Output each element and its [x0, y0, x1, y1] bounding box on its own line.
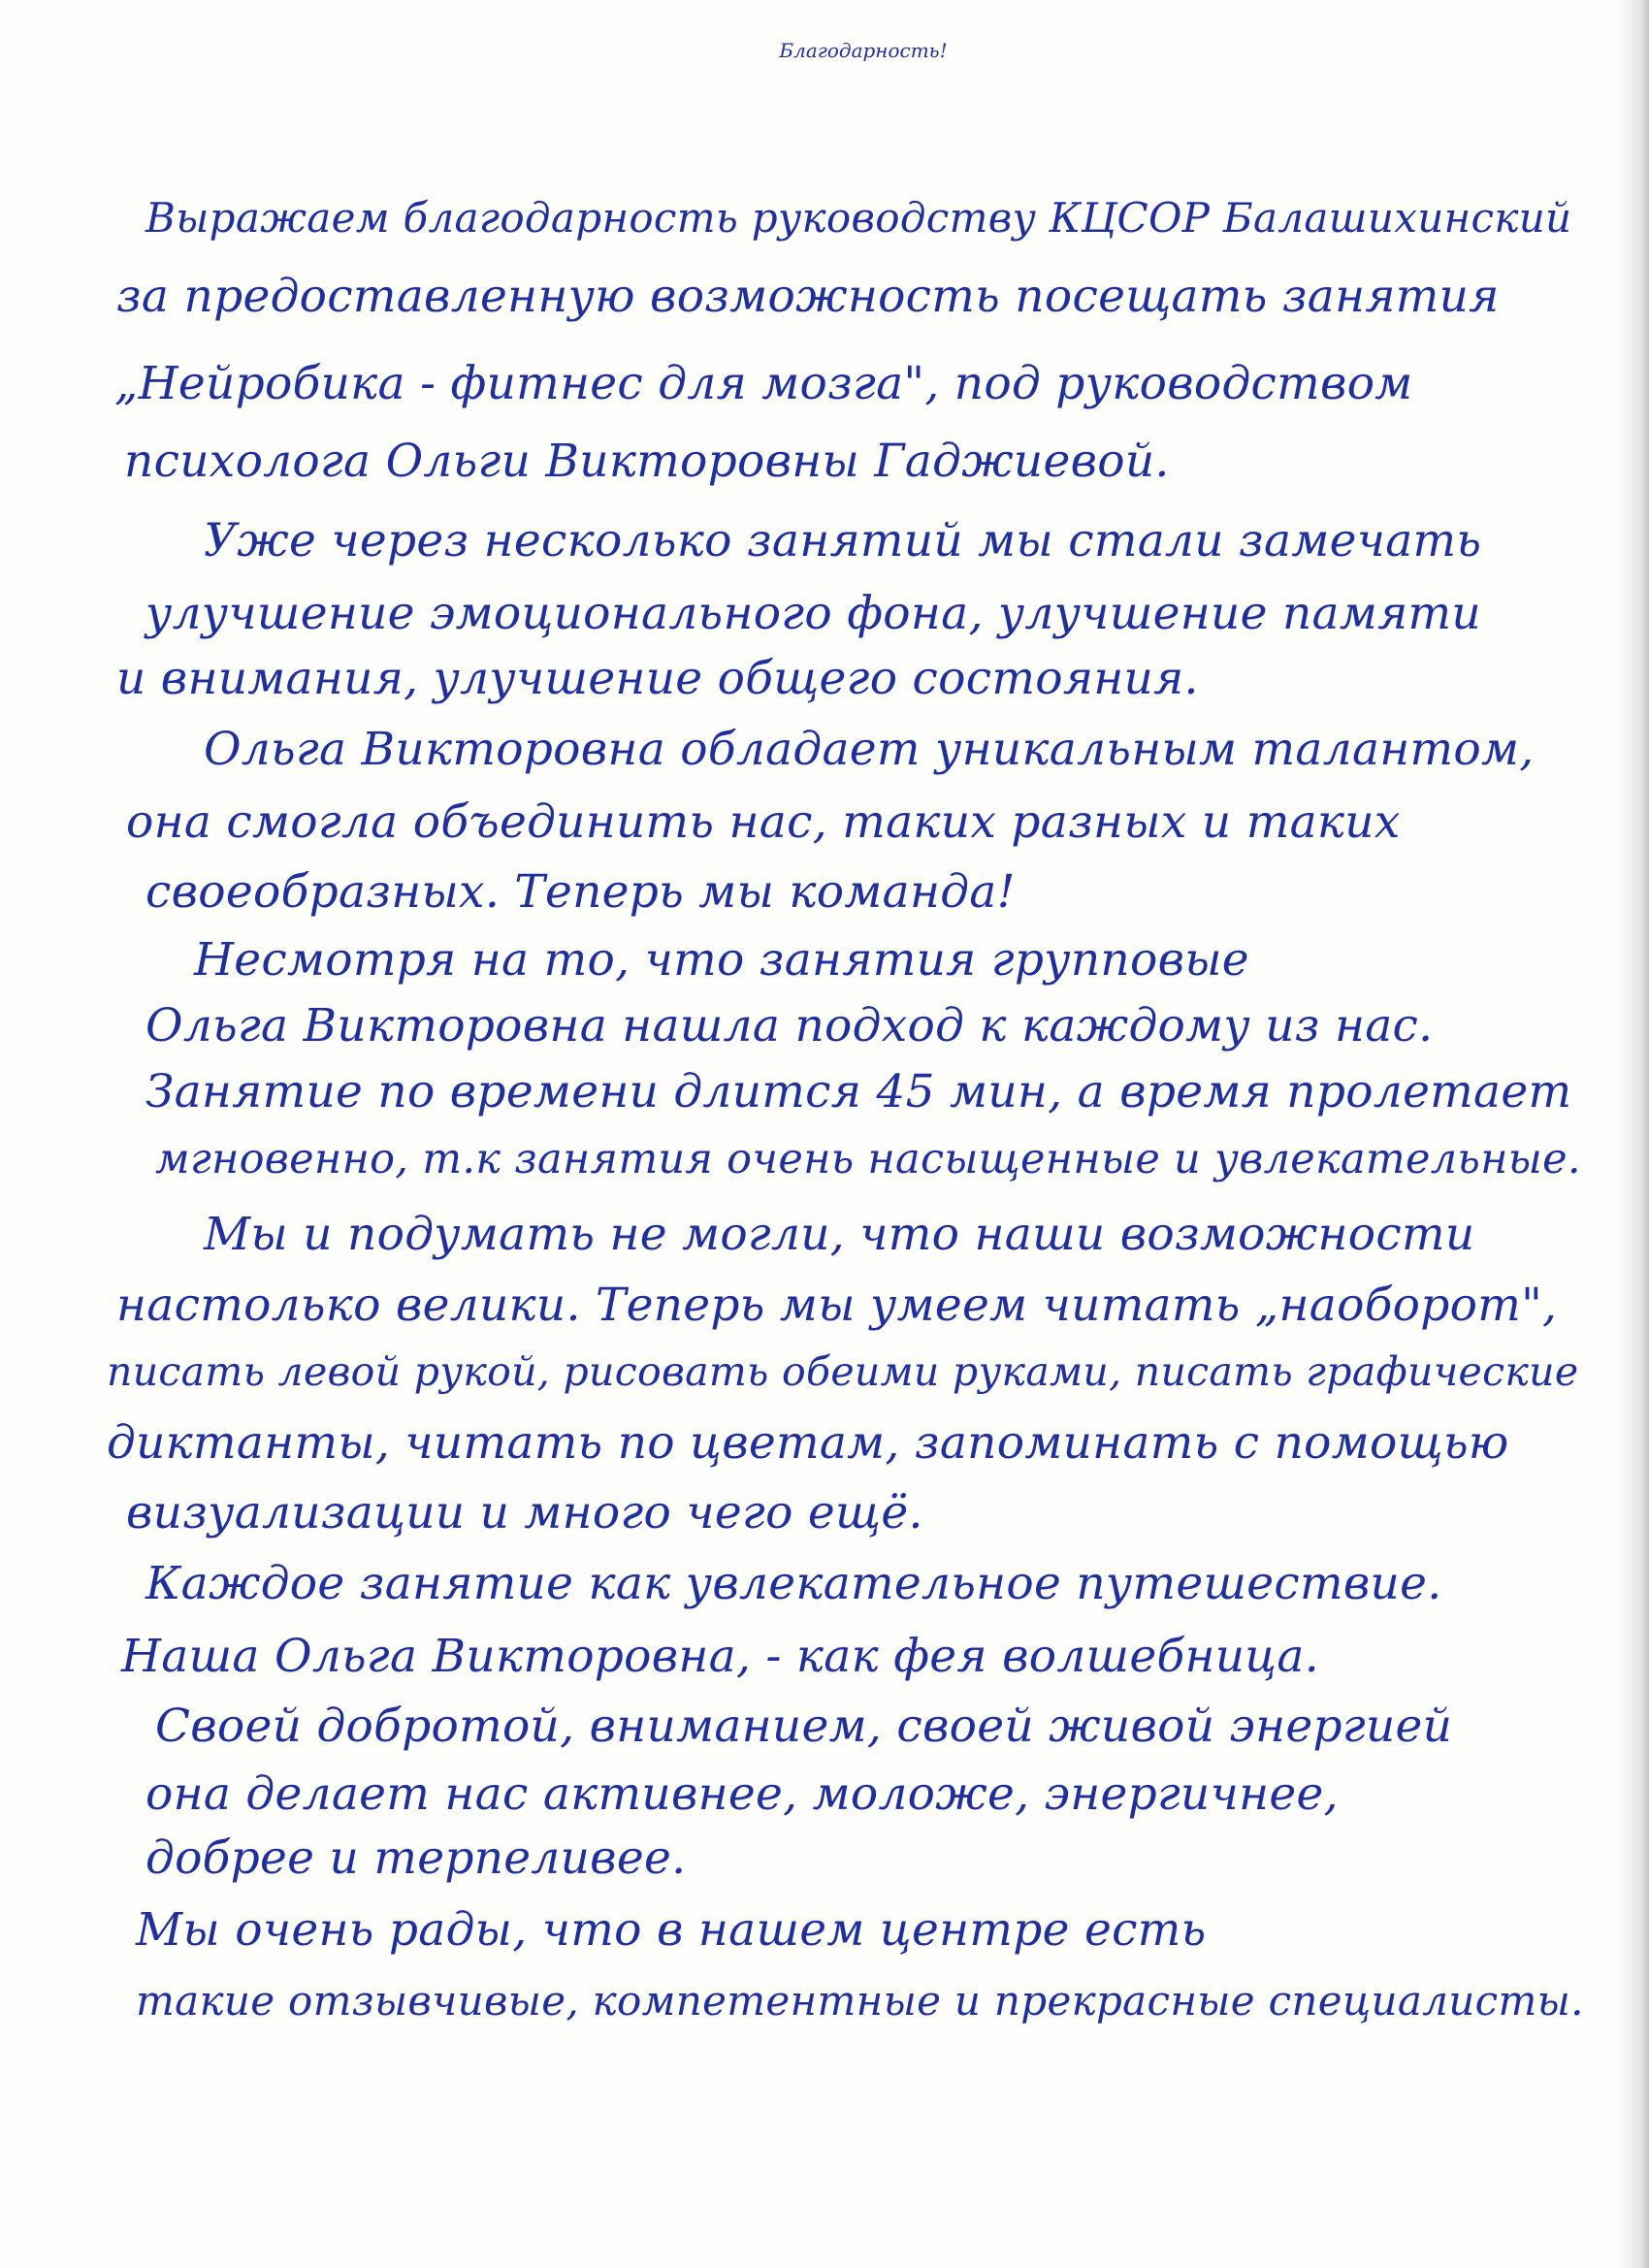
letter-line: за предоставленную возможность посещать занятия: [116, 270, 1500, 323]
letter-line: Выражаем благодарность руководству КЦСОР Балашихинский: [146, 194, 1572, 242]
letter-line: визуализации и много чего ещё.: [126, 1486, 923, 1539]
letter-line: диктанты, читать по цветам, запоминать с помощью: [107, 1416, 1509, 1470]
letter-line: улучшение эмоционального фона, улучшение памяти: [146, 587, 1481, 640]
letter-line: она смогла объединить нас, таких разных и таких: [126, 795, 1401, 849]
letter-line: Мы и подумать не могли, что наши возможности: [204, 1208, 1475, 1261]
letter-line: и внимания, улучшение общего состояния.: [116, 652, 1199, 705]
letter-line: своеобразных. Теперь мы команда!: [146, 865, 1016, 919]
letter-line: Мы очень рады, что в нашем центре есть: [136, 1903, 1207, 1957]
letter-line: Несмотря на то, что занятия групповые: [194, 933, 1249, 987]
letter-line: писать левой рукой, рисовать обеими руками, писать графические: [107, 1348, 1579, 1395]
letter-line: Уже через несколько занятий мы стали замечать: [204, 514, 1482, 567]
letter-line: настолько велики. Теперь мы умеем читать „наоборот",: [116, 1279, 1558, 1332]
letter-line: Наша Ольга Викторовна, - как фея волшебница.: [121, 1630, 1319, 1683]
letter-title: Благодарность!: [779, 39, 948, 62]
letter-line: добрее и терпеливее.: [146, 1831, 687, 1885]
letter-line: „Нейробика - фитнес для мозга", под руководством: [114, 357, 1413, 410]
letter-line: Каждое занятие как увлекательное путешествие.: [146, 1557, 1442, 1610]
scan-edge-shadow: [1616, 0, 1649, 2268]
letter-line: она делает нас активнее, моложе, энергичнее,: [146, 1767, 1339, 1821]
letter-line: Занятие по времени длится 45 мин, а время пролетает: [146, 1065, 1572, 1118]
letter-line: такие отзывчивые, компетентные и прекрасные специалисты.: [136, 1977, 1584, 2025]
letter-line: психолога Ольги Викторовны Гаджиевой.: [124, 435, 1170, 488]
letter-line: Ольга Викторовна нашла подход к каждому из нас.: [146, 999, 1434, 1053]
letter-line: Ольга Викторовна обладает уникальным талантом,: [204, 723, 1535, 776]
letter-line: мгновенно, т.к занятия очень насыщенные и увлекательные.: [155, 1135, 1581, 1183]
letter-line: Своей добротой, вниманием, своей живой энергией: [155, 1700, 1453, 1753]
